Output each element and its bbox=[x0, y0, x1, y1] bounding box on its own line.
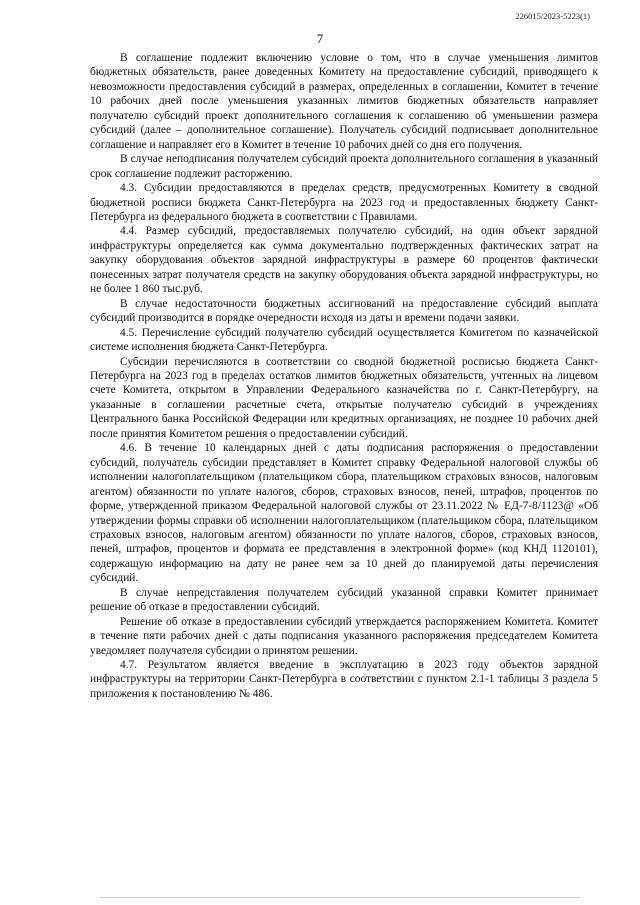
paragraph-agreement-condition: В соглашение подлежит включению условие о том, что в случае уменьшения лимитов бюджетных обязательств, ранее доведенных Комитету на предоставление субсидий, приводящего к невозможности предоставления субсидий в размерах, определенных в соглашении, Комитет в течение 10 рабочих дней после уменьшения указанных лимитов бюджетных обязательств направляет получателю субсидий проект дополнительного соглашения к соглашению об уменьшении размера субсидий (далее – дополнительное соглашение). Получатель субсидий подписывает дополнительное соглашение и направляет его в Комитет в течение 10 рабочих дней со дня его получения. bbox=[90, 52, 598, 151]
paragraph-no-certificate: В случае непредставления получателем субсидий указанной справки Комитет принимает решение об отказе в предоставлении субсидий. bbox=[90, 586, 598, 614]
paragraph-4-7: 4.7. Результатом является введение в эксплуатацию в 2023 году объектов зарядной инфраструктуры на территории Санкт-Петербурга в соответствии с пунктом 2.1-1 таблицы 3 раздела 5 приложения к постановлению № 486. bbox=[90, 659, 598, 700]
bottom-divider bbox=[100, 897, 580, 898]
paragraph-transfer: Субсидии перечисляются в соответствии со сводной бюджетной росписью бюджета Санкт-Петербурга на 2023 год в пределах остатков лимитов бюджетных обязательств, учтенных на лицевом счете Комитета, открытом в Управлении Федерального казначейства по г. Санкт-Петербургу, на указанные в соглашении расчетные счета, открытые получателю субсидий в учреждениях Центрального банка Российской Федерации или кредитных организациях, не позднее 10 рабочих дней после принятия Комитетом решения о предоставлении субсидий. bbox=[90, 355, 598, 440]
paragraph-4-6: 4.6. В течение 10 календарных дней с даты подписания распоряжения о предоставлении субсидий, получатель субсидии представляет в Комитет справку Федеральной налоговой службы об исполнении налогоплательщиком (плательщиком сбора, плательщиком страховых взносов, налоговым агентом) обязанности по уплате налогов, сборов, страховых взносов, пеней, штрафов, процентов по форме, утвержденной приказом Федеральной налоговой службы от 23.11.2022 № ЕД-7-8/1123@ «Об утверждении формы справки об исполнении налогоплательщиком (плательщиком сбора, плательщиком страховых взносов, налоговым агентом) обязанности по уплате налогов, сборов, страховых взносов, пеней, штрафов, процентов и формата ее представления в электронной форме» (код КНД 1120101), содержащую информацию на дату не ранее чем за 10 дней до планируемой даты перечисления субсидий. bbox=[90, 442, 598, 585]
paragraph-4-5: 4.5. Перечисление субсидий получателю субсидий осуществляется Комитетом по казначейской системе исполнения бюджета Санкт-Петербурга. bbox=[90, 326, 598, 354]
paragraph-termination: В случае неподписания получателем субсидий проекта дополнительного соглашения в указанный срок соглашение подлежит расторжению. bbox=[90, 153, 598, 180]
page-number: 7 bbox=[316, 31, 324, 46]
document-body bbox=[90, 51, 598, 701]
paragraph-refusal: Решение об отказе в предоставлении субсидий утверждается распоряжением Комитета. Комитет в течение пяти рабочих дней с даты подписания указанного распоряжения председателем Комитета уведомляет получателя субсидии о принятом решении. bbox=[90, 615, 598, 657]
paragraph-4-3: 4.3. Субсидии предоставляются в пределах средств, предусмотренных Комитету в сводной бюджетной росписи бюджета Санкт-Петербурга на 2023 год и предоставленных бюджету Санкт-Петербурга из федерального бюджета в соответствии с Правилами. bbox=[90, 182, 598, 223]
document-id: 226015/2023-5223(1) bbox=[515, 11, 590, 21]
paragraph-insufficient-funds: В случае недостаточности бюджетных ассигнований на предоставление субсидий выплата субсидий производится в порядке очередности исходя из даты и времени подачи заявки. bbox=[90, 297, 598, 325]
paragraph-4-4: 4.4. Размер субсидий, предоставляемых получателю субсидий, на один объект зарядной инфраструктуры определяется как сумма документально подтвержденных фактических затрат на закупку оборудования объектов зарядной инфраструктуры в размере 60 процентов фактически понесенных затрат получателя средств на закупку оборудования объекта зарядной инфраструктуры, но не более 1 860 тыс.руб. bbox=[90, 225, 598, 296]
